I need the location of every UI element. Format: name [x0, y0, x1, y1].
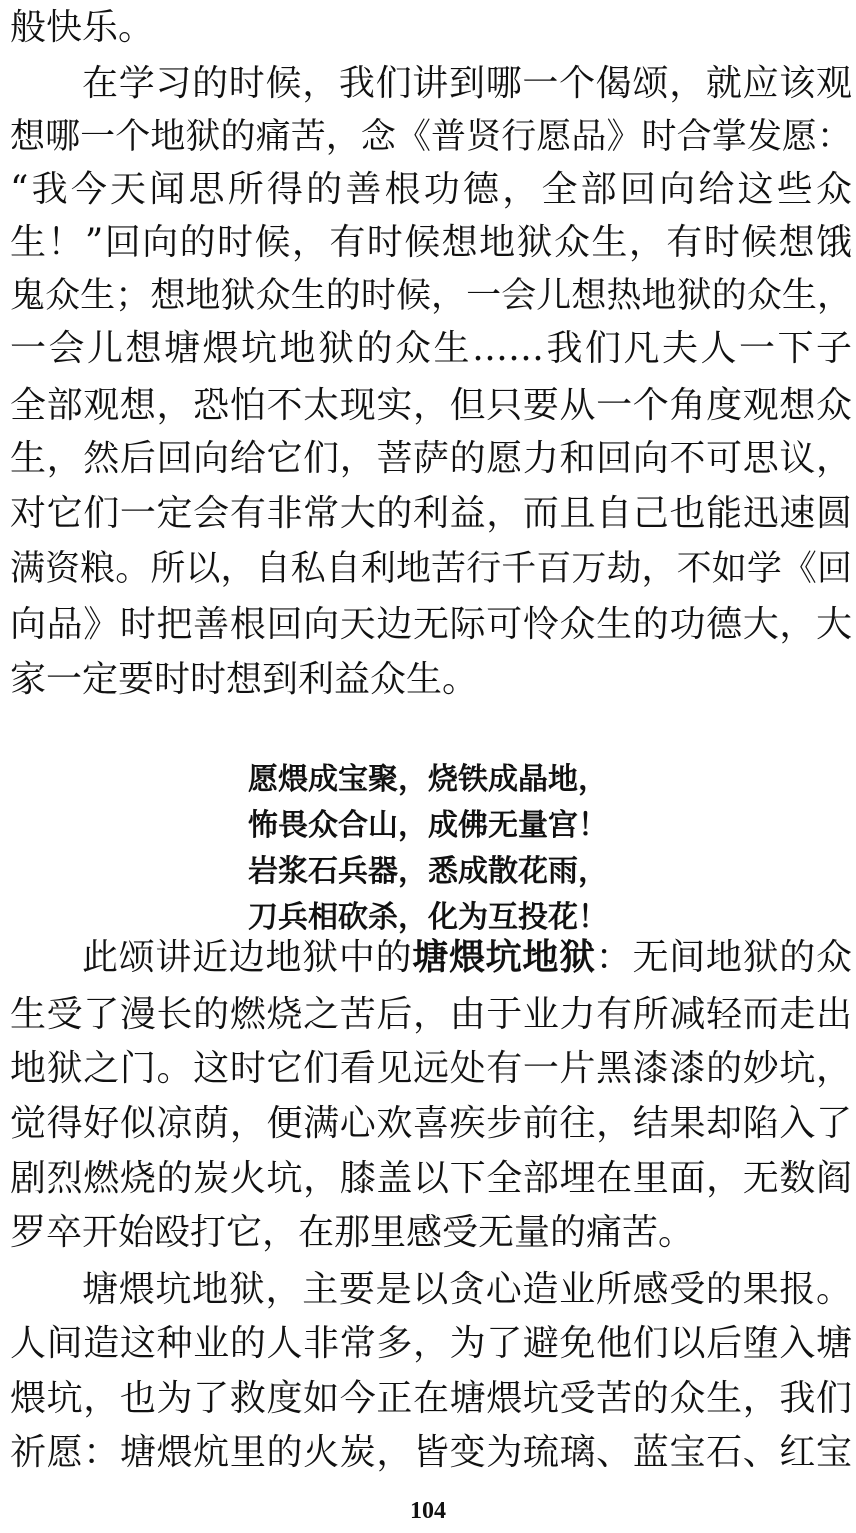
verse-text: 怖畏众合山，成佛无量宫！	[248, 808, 608, 843]
text-line: 对它们一定会有非常大的利益，而且自己也能迅速圆	[10, 493, 852, 534]
text-line: 鬼众生；想地狱众生的时候，一会儿想热地狱的众生，	[10, 276, 852, 316]
text-line	[82, 930, 852, 986]
verse-line	[0, 852, 856, 892]
text-line: 全部观想，恐怕不太现实，但只要从一个角度观想众	[10, 385, 852, 426]
page-number: 104	[410, 1498, 446, 1524]
text-line: 祈愿：塘煨炕里的火炭，皆变为琉璃、蓝宝石、红宝	[10, 1432, 852, 1473]
text-line: 一会儿想塘煨坑地狱的众生……我们凡夫人一下子	[10, 328, 852, 369]
text-line: 塘煨坑地狱，主要是以贪心造业所感受的果报。	[82, 1269, 852, 1310]
text-line: 满资粮。所以，自私自利地苦行千百万劫，不如学《回	[10, 549, 852, 589]
text-line: 生，然后回向给它们，菩萨的愿力和回向不可思议，	[10, 438, 852, 479]
bold-term: 塘煨坑地狱	[412, 937, 596, 978]
text-line: 家一定要时时想到利益众生。	[10, 659, 479, 700]
verse-text: 岩浆石兵器，悉成散花雨，	[248, 854, 608, 889]
text-line: 觉得好似凉荫，便满心欢喜疾步前往，结果却陷入了	[10, 1103, 852, 1144]
verse-text: 刀兵相砍杀，化为互投花！	[248, 900, 608, 935]
text-line: 人间造这种业的人非常多，为了避免他们以后堕入塘	[10, 1323, 852, 1364]
text-line: 般快乐。	[10, 7, 155, 48]
text-line: 向品》时把善根回向天边无际可怜众生的功德大，大	[10, 604, 852, 645]
text-line: 在学习的时候，我们讲到哪一个偈颂，就应该观	[82, 63, 852, 104]
text-line: 生！”回向的时候，有时候想地狱众生，有时候想饿	[10, 222, 852, 263]
text-line: 生受了漫长的燃烧之苦后，由于业力有所减轻而走出	[10, 994, 852, 1035]
text-line: 罗卒开始殴打它，在那里感受无量的痛苦。	[10, 1212, 695, 1253]
text-line: 想哪一个地狱的痛苦，念《普贤行愿品》时合掌发愿：	[10, 117, 852, 157]
text-line: “我今天闻思所得的善根功德，全部回向给这些众	[10, 169, 852, 210]
text-segment: 此颂讲近边地狱中的	[82, 937, 413, 978]
text-line: 剧烈燃烧的炭火坑，膝盖以下全部埋在里面，无数阎	[10, 1158, 852, 1199]
verse-text: 愿煨成宝聚，烧铁成晶地，	[248, 762, 608, 797]
text-line: 地狱之门。这时它们看见远处有一片黑漆漆的妙坑，	[10, 1048, 852, 1089]
verse-line	[0, 806, 856, 846]
text-line: 煨坑，也为了救度如今正在塘煨坑受苦的众生，我们	[10, 1378, 852, 1419]
verse-line	[0, 760, 856, 800]
text-segment: ：无间地狱的众	[595, 937, 852, 978]
